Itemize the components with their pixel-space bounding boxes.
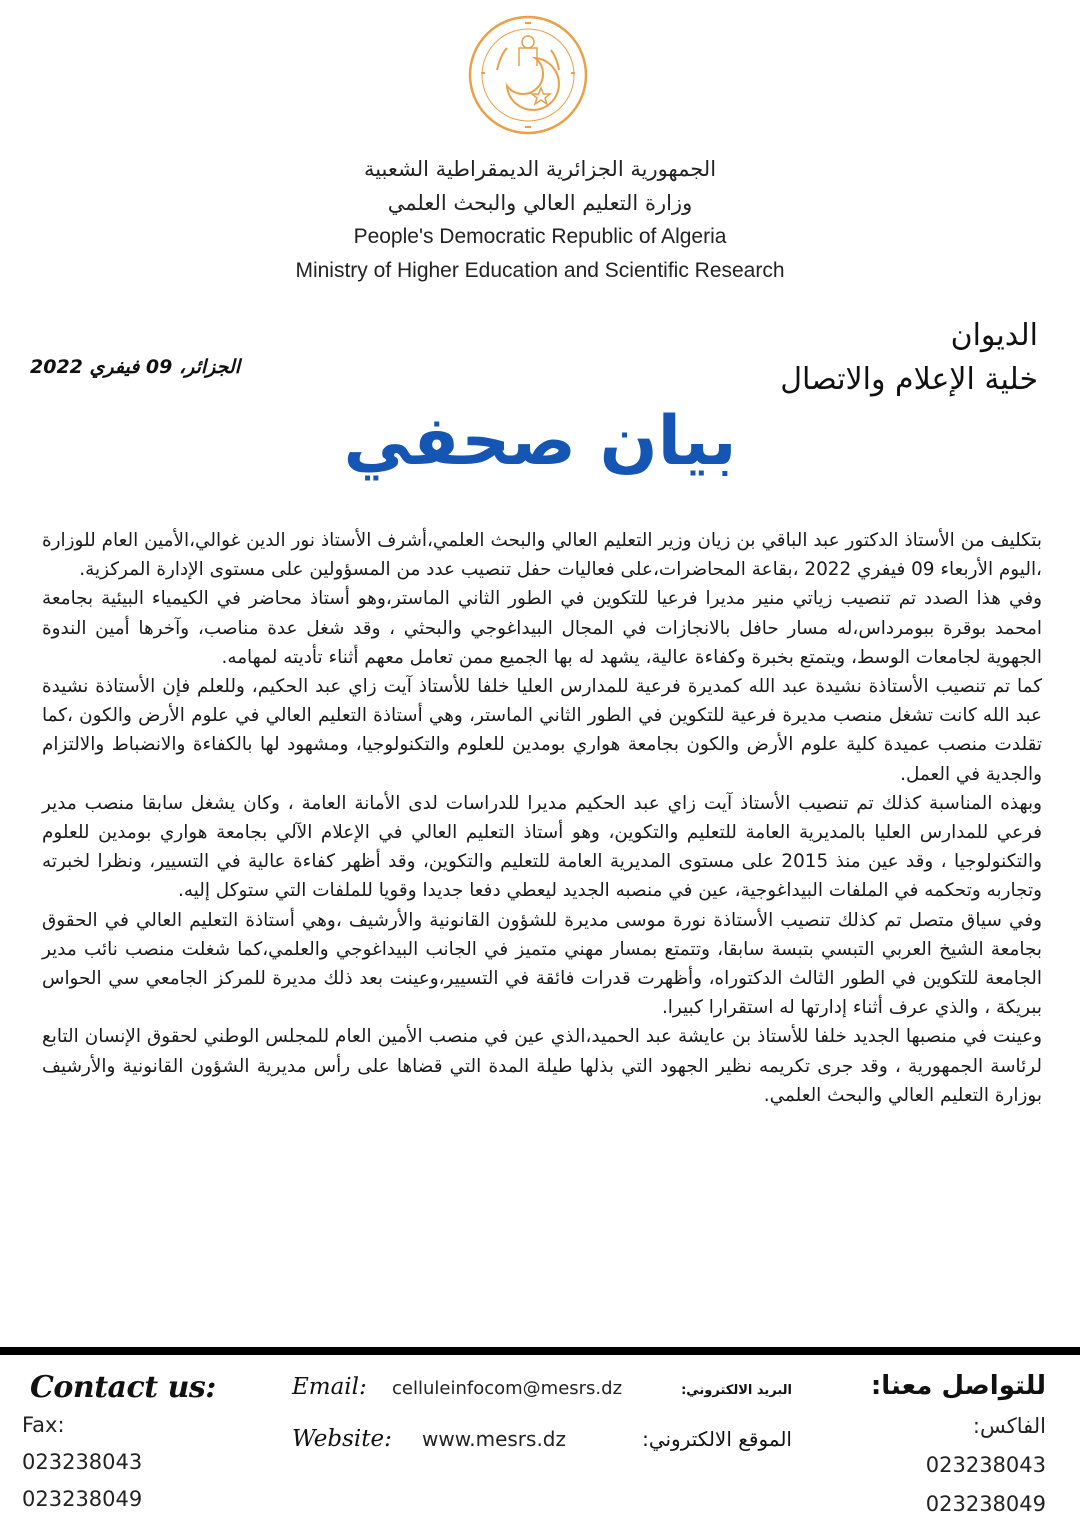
contact-english: [22, 1370, 216, 1516]
paragraph: كما تم تنصيب الأستاذة نشيدة عبد الله كمديرة فرعية للمدارس العليا خلفا للأستاذ آيت زاي عبد الحكيم، وللعلم فإن الأستاذة نشيدة عبد الله كانت تشغل منصب مديرة فرعية للتكوين في الطور الثاني الماستر، وهي أستاذة التعليم العالي في علوم الأرض والكون ،كما تقلدت منصب عميدة كلية علوم الأرض والكون بجامعة هواري بومدين للعلوم والتكنولوجيا، ومشهود لها بالكفاءة والانضباط والالتزام والجدية في العمل.: [42, 676, 1042, 785]
fax-number: 023238049: [22, 1487, 143, 1511]
letterhead: [0, 152, 1080, 288]
fax-number: 023238043: [22, 1450, 143, 1474]
email-row: [292, 1374, 792, 1426]
fax-label: Fax:: [22, 1413, 65, 1437]
website-link[interactable]: www.mesrs.dz: [422, 1427, 566, 1451]
paragraph: وفي هذا الصدد تم تنصيب زياتي منير مديرا فرعيا للتكوين في الطور الثاني الماستر،وهو أستاذ محاضر في الكيمياء البيئية بجامعة امحمد بوقرة ببومرداس،له مسار حافل بالانجازات في المجال البيداغوجي والبحثي ، وقد شغل عدة مناصب، وآخرها أمين الندوة الجهوية لجامعات الوسط، ويتمتع بخبرة وكفاءة عالية، يشهد له بها الجميع ممن تعامل معهم أثناء تأديته لمهامه.: [42, 588, 1042, 668]
republic-english: People's Democratic Republic of Algeria: [353, 225, 727, 248]
email-link[interactable]: celluleinfocom@mesrs.dz: [392, 1378, 623, 1399]
fax-number: 023238043: [925, 1453, 1046, 1477]
contact-us-heading: Contact us:: [30, 1370, 216, 1405]
contact-us-heading-arabic: للتواصل معنا:: [870, 1371, 1046, 1401]
ministry-english: Ministry of Higher Education and Scientific Research: [295, 259, 785, 282]
algeria-state-emblem-icon: [467, 14, 589, 136]
issuing-office: [780, 314, 1038, 402]
email-label: Email:: [292, 1374, 367, 1400]
paragraph: وفي سياق متصل تم كذلك تنصيب الأستاذة نورة موسى مديرة للشؤون القانونية والأرشيف ،وهي أستاذة التعليم العالي في الحقوق بجامعة الشيخ العربي التبسي بتبسة سابقا، وتتمتع بمسار مهني متميز في الجانب البيداغوجي والعلمي،كما شغلت منصب نائب مدير الجامعة للتكوين في الطور الثالث الدكتوراه، وأظهرت قدرات فائقة في التسيير،وعينت بعد ذلك مديرة للمركز الجامعي سي الحواس ببريكة ، والذي عرف أثناء إدارتها له استقرارا كبيرا.: [42, 909, 1042, 1019]
paragraph: بتكليف من الأستاذ الدكتور عبد الباقي بن زيان وزير التعليم العالي والبحث العلمي،أشرف الأستاذ نور الدين غوالي،الأمين العام للوزارة ،اليوم الأربعاء 09 فيفري 2022 ،بقاعة المحاضرات،على فعاليات حفل تنصيب عدد من المسؤولين على مستوى الإدارة المركزية.: [42, 530, 1042, 581]
fax-number: 023238049: [925, 1492, 1046, 1516]
office-cabinet: الديوان: [950, 318, 1038, 353]
document-date: الجزائر، 09 فيفري 2022: [30, 356, 240, 378]
footer-divider: [0, 1347, 1080, 1355]
paragraph: وعينت في منصبها الجديد خلفا للأستاذ بن عايشة عبد الحميد،الذي عين في منصب الأمين العام للمجلس الوطني لحقوق الإنسان التابع لرئاسة الجمهورية ، وقد جرى تكريمه نظير الجهود التي بذلها طيلة المدة التي قضاها على رأس مديرية الشؤون القانونية والأرشيف بوزارة التعليم العالي والبحث العلمي.: [42, 1026, 1042, 1106]
press-release-body: [42, 526, 1042, 1110]
website-row: [292, 1426, 792, 1478]
ministry-arabic: وزارة التعليم العالي والبحث العلمي: [387, 191, 693, 215]
fax-label-arabic: الفاكس:: [972, 1414, 1046, 1438]
paragraph: وبهذه المناسبة كذلك تم تنصيب الأستاذ آيت زاي عبد الحكيم مديرا للدراسات لدى الأمانة العامة ، وكان يشغل سابقا منصب مدير فرعي للمدارس العليا بالمديرية العامة للتعليم والتكوين، وهو أستاذ التعليم العالي في الإعلام الآلي بجامعة هواري بومدين للعلوم والتكنولوجيا ، وقد عين منذ 2015 على مستوى المديرية العامة للتعليم والتكوين، وقد أظهر كفاءة عالية في التسيير، ونظرا لخبرته وتجاربه وتحكمه في الملفات البيداغوجية، عين في منصبه الجديد ليعطي دفعا جديدا وقويا للملفات التي ستوكل إليه.: [42, 792, 1042, 902]
contact-arabic: [871, 1368, 1046, 1521]
page-title: بيان صحفي: [343, 402, 737, 481]
office-media-cell: خلية الإعلام والاتصال: [780, 362, 1038, 397]
contact-links: [292, 1374, 792, 1478]
website-label: Website:: [292, 1426, 392, 1452]
email-label-arabic: البريد الالكتروني:: [681, 1383, 792, 1398]
website-label-arabic: الموقع الالكتروني:: [642, 1427, 792, 1451]
republic-arabic: الجمهورية الجزائرية الديمقراطية الشعبية: [363, 157, 717, 181]
